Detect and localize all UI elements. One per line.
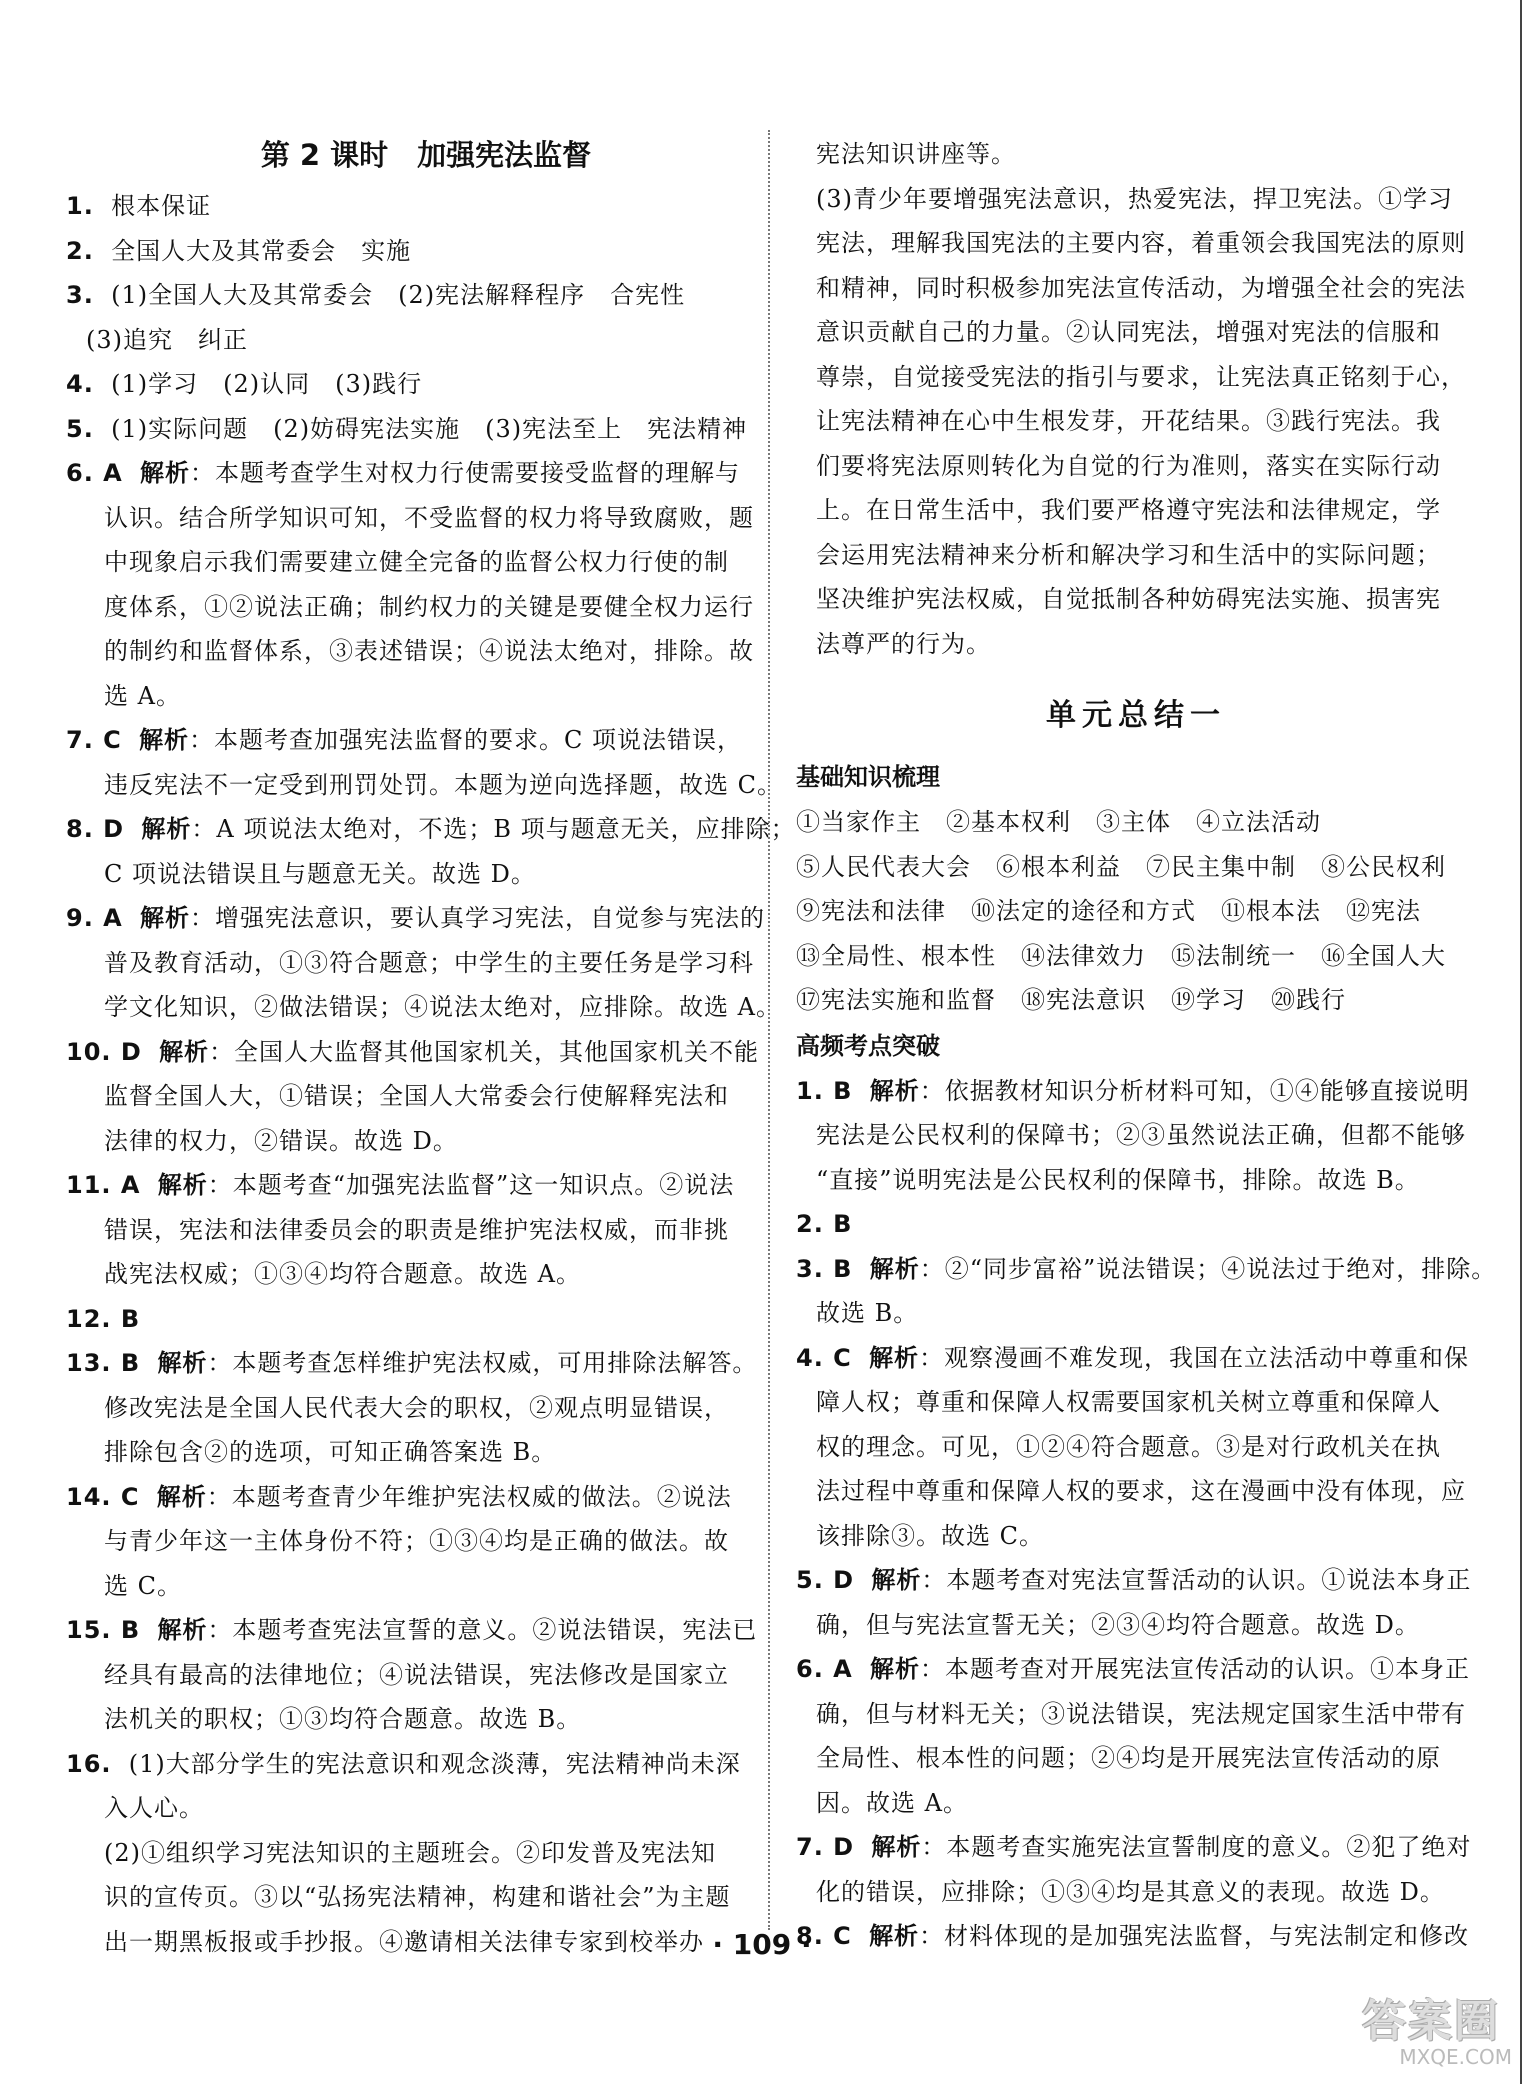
line-text: 障人权；尊重和保障人权需要国家机关树立尊重和保障人 — [816, 1388, 1441, 1416]
line-text: 法尊严的行为。 — [816, 629, 991, 658]
text-line — [66, 629, 754, 674]
lesson-title: 第 2 课时 加强宪法监督 — [260, 138, 592, 172]
line-text: 化的错误，应排除；①③④均是其意义的表现。故选 D。 — [816, 1877, 1445, 1906]
text-line — [66, 985, 781, 1030]
answer-number: 7. D — [796, 1833, 855, 1861]
line-text: 尊崇，自觉接受宪法的指引与要求，让宪法真正铭刻于心， — [816, 362, 1466, 391]
text-line — [796, 399, 1476, 444]
line-text: 根本保证 — [111, 192, 212, 220]
answer-number: 12. B — [66, 1304, 141, 1333]
column-divider — [768, 130, 770, 1930]
line-text: ：本题考查宪法宣誓的意义。②说法错误，宪法已 — [207, 1616, 758, 1644]
watermark-main-text: 答案圈 — [1362, 1996, 1500, 2047]
line-text: 宪法知识讲座等。 — [816, 140, 1016, 168]
line-text: 战宪法权威；①③④均符合题意。故选 A。 — [104, 1260, 581, 1288]
line-text: 度体系，①②说法正确；制约权力的关键是要健全权力运行 — [104, 592, 754, 621]
analysis-label: 解析 — [869, 1922, 920, 1950]
text-line — [66, 1608, 758, 1653]
line-text: 的制约和监督体系，③表述错误；④说法太绝对，排除。故 — [104, 637, 754, 665]
line-text: 该排除③。故选 C。 — [816, 1521, 1044, 1550]
answer-number: 5. D — [796, 1566, 855, 1594]
section-title-basic-knowledge: 基础知识梳理 — [796, 763, 940, 791]
text-line — [796, 533, 1476, 578]
text-line — [796, 1514, 1476, 1559]
text-line — [796, 1380, 1476, 1425]
answer-number: 8. D — [66, 815, 125, 843]
line-text: (1)实际问题 (2)妨碍宪法实施 (3)宪法至上 宪法精神 — [111, 414, 748, 443]
analysis-label: 解析 — [159, 1037, 210, 1066]
text-line — [796, 889, 1476, 934]
text-line — [66, 941, 754, 986]
text-line — [66, 229, 746, 274]
line-text: 因。故选 A。 — [816, 1788, 968, 1817]
analysis-label: 解析 — [156, 1482, 207, 1511]
text-line — [796, 132, 1476, 177]
line-text: ：本题考查实施宪法宣誓制度的意义。②犯了绝对 — [921, 1833, 1472, 1861]
line-text: 错误，宪法和法律委员会的职责是维护宪法权威，而非挑 — [104, 1215, 729, 1244]
answer-number: 10. D — [66, 1037, 142, 1066]
answer-number: 1. B — [796, 1076, 853, 1105]
text-line — [66, 1252, 746, 1297]
line-text: ：材料体现的是加强宪法监督，与宪法制定和修改 — [919, 1922, 1470, 1950]
line-text: ：全国人大监督其他国家机关，其他国家机关不能 — [209, 1037, 760, 1066]
line-text: ：②“同步富裕”说法错误；④说法过于绝对，排除。 — [919, 1254, 1497, 1283]
line-text: 宪法是公民权利的保障书；②③虽然说法正确，但都不能够 — [816, 1121, 1466, 1149]
answer-number: 2. B — [796, 1210, 853, 1238]
text-line — [66, 1519, 746, 1564]
answer-number: 13. B — [66, 1349, 141, 1377]
text-line — [796, 845, 1476, 890]
line-text: 坚决维护宪法权威，自觉抵制各种妨碍宪法实施、损害宪 — [816, 585, 1441, 613]
section-title-high-frequency: 高频考点突破 — [796, 1031, 940, 1060]
text-line — [796, 577, 1476, 622]
text-line — [796, 1202, 1476, 1247]
text-line — [796, 1692, 1476, 1737]
unit-title: 单元总结一 — [1046, 698, 1226, 733]
analysis-label: 解析 — [869, 1343, 920, 1372]
line-text: ：增强宪法意识，要认真学习宪法，自觉参与宪法的 — [190, 904, 766, 932]
text-line — [66, 1742, 746, 1787]
text-line — [66, 1386, 746, 1431]
answer-number: 1. — [66, 192, 94, 220]
text-line — [796, 1069, 1476, 1114]
answer-number: 3. — [66, 281, 94, 309]
line-text: 识的宣传页。③以“弘扬宪法精神，构建和谐社会”为主题 — [104, 1883, 731, 1911]
line-text: 和精神，同时积极参加宪法宣传活动，为增强全社会的宪法 — [816, 273, 1466, 302]
text-line — [66, 540, 746, 585]
line-text: ：本题考查“加强宪法监督”这一知识点。②说法 — [207, 1171, 735, 1199]
analysis-label: 解析 — [871, 1833, 922, 1861]
line-text: (2)①组织学习宪法知识的主题班会。②印发普及宪法知 — [104, 1838, 716, 1867]
line-text: 让宪法精神在心中生根发芽，开花结果。③践行宪法。我 — [816, 407, 1441, 435]
line-text: ：A 项说法太绝对，不选；B 项与题意无关，应排除； — [191, 815, 796, 843]
line-text: 经具有最高的法律地位；④说法错误，宪法修改是国家立 — [104, 1660, 729, 1689]
line-text: 全局性、根本性的问题；②④均是开展宪法宣传活动的原 — [816, 1744, 1441, 1772]
text-line — [66, 1208, 746, 1253]
line-text: 宪法，理解我国宪法的主要内容，着重领会我国宪法的原则 — [816, 229, 1466, 257]
line-text: ⑰宪法实施和监督 ⑱宪法意识 ⑲学习 ⑳践行 — [796, 986, 1346, 1014]
high-frequency-answer-list — [796, 1069, 1497, 1959]
line-text: ⑤人民代表大会 ⑥根本利益 ⑦民主集中制 ⑧公民权利 — [796, 852, 1446, 881]
line-text: “直接”说明宪法是公民权利的保障书，排除。故选 B。 — [816, 1165, 1420, 1194]
answer-number: 6. A — [66, 459, 123, 487]
answer-number: 11. A — [66, 1171, 141, 1199]
text-line — [66, 1875, 746, 1920]
text-line — [66, 585, 754, 630]
line-text: (3)青少年要增强宪法意识，热爱宪法，捍卫宪法。①学习 — [816, 184, 1453, 213]
line-text: ：本题考查怎样维护宪法权威，可用排除法解答。 — [207, 1349, 758, 1377]
text-line — [66, 451, 746, 496]
text-line — [796, 221, 1476, 266]
line-text: 确，但与材料无关；③说法错误，宪法规定国家生活中带有 — [816, 1699, 1466, 1728]
line-text: 排除包含②的选项，可知正确答案选 B。 — [104, 1438, 557, 1466]
line-text: ：本题考查对宪法宣誓活动的认识。①说法本身正 — [921, 1566, 1472, 1594]
text-line — [796, 800, 1476, 845]
text-line — [796, 934, 1476, 979]
right-continuation-text — [796, 132, 1476, 666]
line-text: 普及教育活动，①③符合题意；中学生的主要任务是学习科 — [104, 948, 754, 977]
text-line — [66, 407, 746, 452]
analysis-label: 解析 — [869, 1076, 920, 1105]
text-line — [66, 1297, 746, 1342]
analysis-label: 解析 — [157, 1616, 208, 1644]
text-line — [66, 1831, 746, 1876]
line-text: ①当家作主 ②基本权利 ③主体 ④立法活动 — [796, 808, 1321, 836]
text-line — [796, 1291, 1476, 1336]
line-text: ⑬全局性、根本性 ⑭法律效力 ⑮法制统一 ⑯全国人大 — [796, 941, 1446, 970]
basic-knowledge-list — [796, 800, 1476, 1023]
text-line — [796, 177, 1476, 222]
analysis-label: 解析 — [157, 1171, 208, 1199]
text-line — [796, 1336, 1476, 1381]
line-text: 选 A。 — [104, 681, 181, 710]
line-text: 选 C。 — [104, 1571, 182, 1600]
text-line — [796, 1247, 1497, 1292]
line-text: 意识贡献自己的力量。②认同宪法，增强对宪法的信服和 — [816, 318, 1441, 346]
text-line — [66, 807, 796, 852]
answer-number: 7. C — [66, 726, 122, 754]
line-text: 出一期黑板报或手抄报。④邀请相关法律专家到校举办 — [104, 1927, 704, 1956]
answer-number: 6. A — [796, 1655, 853, 1683]
line-text: 权的理念。可见，①②④符合题意。③是对行政机关在执 — [816, 1432, 1441, 1461]
line-text: 上。在日常生活中，我们要严格遵守宪法和法律规定，学 — [816, 496, 1441, 524]
text-line — [796, 488, 1476, 533]
line-text: (1)大部分学生的宪法意识和观念淡薄，宪法精神尚未深 — [128, 1749, 741, 1778]
text-line — [796, 978, 1476, 1023]
text-line — [66, 1653, 746, 1698]
analysis-label: 解析 — [869, 1254, 920, 1283]
analysis-label: 解析 — [141, 815, 192, 843]
line-text: ：本题考查加强宪法监督的要求。C 项说法错误， — [189, 726, 743, 754]
line-text: 入人心。 — [104, 1794, 204, 1822]
text-line — [796, 1647, 1476, 1692]
line-text: ：本题考查对开展宪法宣传活动的认识。①本身正 — [920, 1655, 1471, 1683]
text-line — [66, 184, 746, 229]
line-text: 们要将宪法原则转化为自觉的行为准则，落实在实际行动 — [816, 451, 1441, 480]
text-line — [796, 1870, 1476, 1915]
text-line — [796, 1113, 1476, 1158]
line-text: C 项说法错误且与题意无关。故选 D。 — [104, 859, 536, 888]
text-line — [796, 1158, 1476, 1203]
text-line — [66, 763, 782, 808]
text-line — [66, 1475, 746, 1520]
analysis-label: 解析 — [140, 904, 191, 932]
text-line — [796, 1558, 1476, 1603]
text-line — [66, 852, 746, 897]
line-text: ：本题考查青少年维护宪法权威的做法。②说法 — [206, 1482, 732, 1511]
answer-number: 4. C — [796, 1343, 852, 1372]
text-line — [796, 1781, 1476, 1826]
text-line — [66, 496, 754, 541]
text-line — [66, 1430, 746, 1475]
text-line — [796, 266, 1476, 311]
answer-number: 16. — [66, 1749, 112, 1778]
right-column — [796, 132, 1497, 1959]
line-text: (3)追究 纠正 — [86, 325, 248, 354]
text-line — [66, 1786, 746, 1831]
answer-number: 14. C — [66, 1482, 140, 1511]
line-text: 中现象启示我们需要建立健全完备的监督公权力行使的制 — [104, 548, 729, 576]
text-line — [66, 318, 746, 363]
line-text: 确，但与宪法宣誓无关；②③④均符合题意。故选 D。 — [816, 1610, 1420, 1639]
text-line — [796, 622, 1476, 667]
analysis-label: 解析 — [157, 1349, 208, 1377]
line-text: ：本题考查学生对权力行使需要接受监督的理解与 — [190, 459, 741, 487]
text-line — [66, 674, 746, 719]
text-line — [796, 1469, 1476, 1514]
line-text: 故选 B。 — [816, 1299, 919, 1327]
answer-number: 2. — [66, 236, 94, 265]
text-line — [66, 1030, 760, 1075]
answer-number: 4. — [66, 370, 94, 398]
answer-number: 15. B — [66, 1616, 141, 1644]
line-text: 法过程中尊重和保障人权的要求，这在漫画中没有体现，应 — [816, 1477, 1466, 1505]
line-text: 修改宪法是全国人民代表大会的职权，②观点明显错误， — [104, 1393, 729, 1422]
text-line — [66, 1697, 746, 1742]
line-text: 认识。结合所学知识可知，不受监督的权力将导致腐败，题 — [104, 503, 754, 532]
line-text: 全国人大及其常委会 实施 — [111, 236, 412, 265]
text-line — [66, 1119, 746, 1164]
text-line — [66, 1341, 758, 1386]
answer-number: 5. — [66, 414, 94, 443]
line-text: 会运用宪法精神来分析和解决学习和生活中的实际问题； — [816, 540, 1441, 569]
answer-number: 9. A — [66, 904, 123, 932]
watermark-url-text: MXQE.COM — [1399, 2045, 1512, 2069]
text-line — [66, 1564, 746, 1609]
text-line — [66, 1074, 746, 1119]
line-text: 学文化知识，②做法错误；④说法太绝对，应排除。故选 A。 — [104, 993, 781, 1021]
line-text: ：依据教材知识分析材料可知，①④能够直接说明 — [919, 1076, 1470, 1105]
line-text: 监督全国人大，①错误；全国人大常委会行使解释宪法和 — [104, 1082, 729, 1110]
text-line — [796, 310, 1476, 355]
text-line — [796, 1736, 1476, 1781]
line-text: 与青少年这一主体身份不符；①③④均是正确的做法。故 — [104, 1527, 729, 1555]
text-line — [66, 1163, 746, 1208]
analysis-label: 解析 — [871, 1566, 922, 1594]
line-text: (1)全国人大及其常委会 (2)宪法解释程序 合宪性 — [111, 281, 686, 309]
text-line — [796, 355, 1476, 400]
line-text: 违反宪法不一定受到刑罚处罚。本题为逆向选择题，故选 C。 — [104, 770, 782, 799]
page-edge-line — [1520, 0, 1522, 2084]
analysis-label: 解析 — [139, 726, 190, 754]
text-line — [796, 1825, 1476, 1870]
line-text: ⑨宪法和法律 ⑩法定的途径和方式 ⑪根本法 ⑫宪法 — [796, 897, 1421, 925]
line-text: ：观察漫画不难发现，我国在立法活动中尊重和保 — [919, 1343, 1470, 1372]
answer-number: 3. B — [796, 1254, 853, 1283]
text-line — [66, 718, 746, 763]
line-text: 法律的权力，②错误。故选 D。 — [104, 1126, 458, 1155]
analysis-label: 解析 — [140, 459, 191, 487]
text-line — [796, 444, 1476, 489]
text-line — [66, 362, 746, 407]
analysis-label: 解析 — [870, 1655, 921, 1683]
answer-number: 8. C — [796, 1922, 852, 1950]
line-text: 法机关的职权；①③均符合题意。故选 B。 — [104, 1705, 582, 1733]
text-line — [66, 273, 746, 318]
watermark-logo — [1362, 1998, 1512, 2074]
text-line — [796, 1425, 1476, 1470]
text-line — [66, 896, 766, 941]
text-line — [796, 1603, 1476, 1648]
page-number: · 109 · — [712, 1928, 812, 1961]
line-text: (1)学习 (2)认同 (3)践行 — [111, 370, 423, 398]
